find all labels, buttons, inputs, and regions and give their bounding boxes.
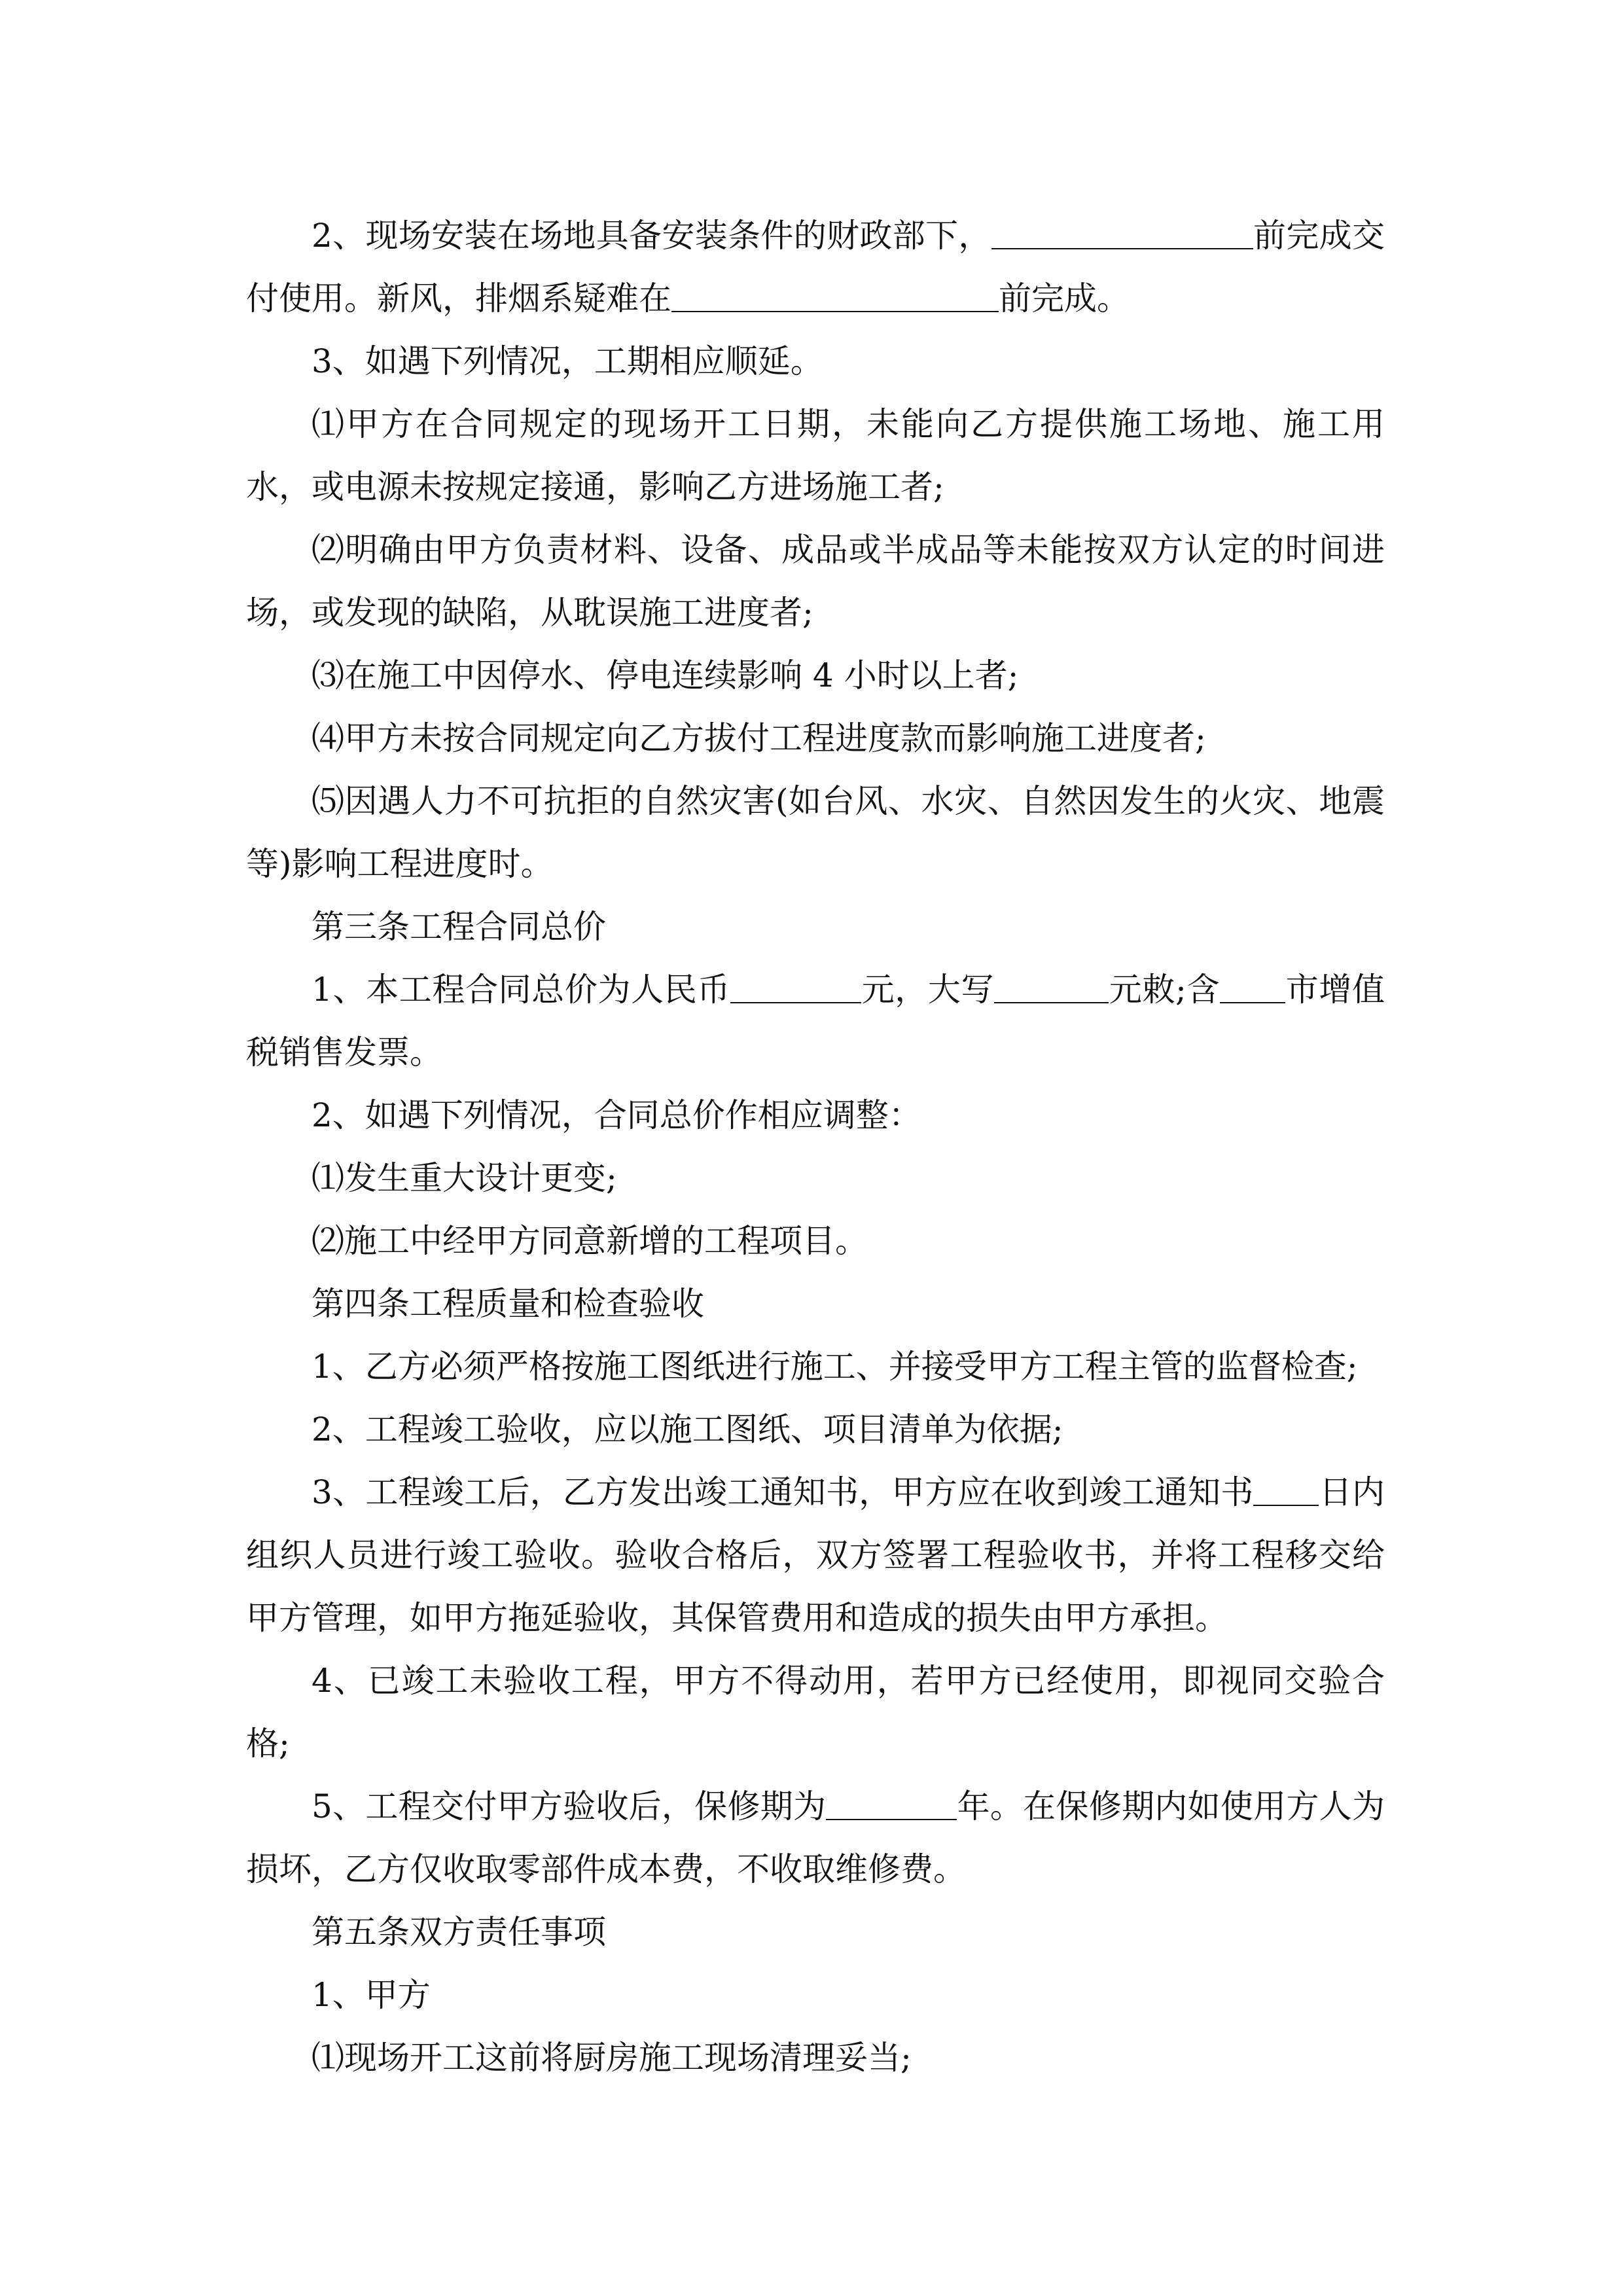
paragraph-text: ⑴发生重大设计更变; <box>312 1159 617 1197</box>
paragraph-p16 <box>246 1461 1385 1649</box>
paragraph-text: ⑵明确由甲方负责材料、设备、成品或半成品等未能按双方认定的时间进场，或发现的缺陷，从耽误施工进度者; <box>246 531 1385 632</box>
paragraph-p14 <box>246 1335 1385 1398</box>
fill-in-blank <box>994 973 1109 1003</box>
paragraph-p20 <box>246 1964 1385 2026</box>
paragraph-text: 市增值税销售发票。 <box>246 971 1385 1071</box>
paragraph-p10 <box>246 1084 1385 1147</box>
paragraph-p19 <box>246 1901 1385 1964</box>
paragraph-text: 第四条工程质量和检查验收 <box>312 1285 704 1323</box>
paragraph-p6 <box>246 707 1385 770</box>
paragraph-p1 <box>246 204 1385 330</box>
paragraph-text: 2、如遇下列情况，合同总价作相应调整： <box>312 1096 921 1134</box>
paragraph-text: 2、工程竣工验收，应以施工图纸、项目清单为依据; <box>312 1410 1063 1448</box>
paragraph-p8 <box>246 895 1385 958</box>
fill-in-blank <box>991 219 1253 249</box>
paragraph-text: ⑴现场开工这前将厨房施工现场清理妥当; <box>312 2039 912 2077</box>
paragraph-text: ⑴甲方在合同规定的现场开工日期，未能向乙方提供施工场地、施工用水，或电源未按规定接通，影响乙方进场施工者; <box>246 405 1385 506</box>
paragraph-text: 年。在保修期内如使用方人为损坏，乙方仅收取零部件成本费，不收取维修费。 <box>246 1787 1385 1888</box>
paragraph-text: 前完成交付使用。新风，排烟系疑难在 <box>246 217 1385 317</box>
paragraph-text: ⑸因遇人力不可抗拒的自然灾害(如台风、水灾、自然因发生的火灾、地震等)影响工程进度时。 <box>246 782 1385 883</box>
paragraph-text: 1、本工程合同总价为人民币 <box>312 971 730 1009</box>
paragraph-text: 1、甲方 <box>312 1976 431 2014</box>
paragraph-p17 <box>246 1649 1385 1775</box>
paragraph-p21 <box>246 2026 1385 2089</box>
paragraph-p4 <box>246 518 1385 644</box>
paragraph-p9 <box>246 958 1385 1084</box>
paragraph-text: 5、工程交付甲方验收后，保修期为 <box>312 1787 827 1825</box>
fill-in-blank <box>1253 1476 1319 1506</box>
paragraph-text: ⑷甲方未按合同规定向乙方拔付工程进度款而影响施工进度者; <box>312 719 1206 757</box>
paragraph-text: 元，大写 <box>861 971 995 1009</box>
paragraph-p5 <box>246 644 1385 707</box>
paragraph-text: ⑶在施工中因停水、停电连续影响 4 小时以上者; <box>312 656 1019 694</box>
paragraph-text: 日内组织人员进行竣工验收。验收合格后，双方签署工程验收书，并将工程移交给甲方管理，如甲方拖延验收，其保管费用和造成的损失由甲方承担。 <box>246 1473 1385 1637</box>
paragraph-text: 3、如遇下列情况，工期相应顺延。 <box>312 342 823 380</box>
paragraph-text: 1、乙方必须严格按施工图纸进行施工、并接受甲方工程主管的监督检查; <box>312 1348 1358 1386</box>
paragraph-p12 <box>246 1210 1385 1272</box>
paragraph-text: 3、工程竣工后，乙方发出竣工通知书，甲方应在收到竣工通知书 <box>312 1473 1254 1511</box>
fill-in-blank <box>730 973 861 1003</box>
paragraph-p2 <box>246 330 1385 393</box>
paragraph-text: 2、现场安装在场地具备安装条件的财政部下， <box>312 217 991 255</box>
paragraph-text: 4、已竣工未验收工程，甲方不得动用，若甲方已经使用，即视同交验合格; <box>246 1662 1385 1763</box>
paragraph-p3 <box>246 393 1385 518</box>
paragraph-text: ⑵施工中经甲方同意新增的工程项目。 <box>312 1222 868 1260</box>
document-page <box>246 204 1385 2089</box>
paragraph-p7 <box>246 770 1385 895</box>
fill-in-blank <box>671 282 999 312</box>
paragraph-p18 <box>246 1775 1385 1901</box>
paragraph-p11 <box>246 1147 1385 1210</box>
fill-in-blank <box>1220 973 1285 1003</box>
paragraph-text: 前完成。 <box>999 279 1130 317</box>
paragraph-p13 <box>246 1272 1385 1335</box>
paragraph-text: 元敕;含 <box>1109 971 1221 1009</box>
paragraph-p15 <box>246 1398 1385 1461</box>
paragraph-text: 第五条双方责任事项 <box>312 1913 606 1951</box>
fill-in-blank <box>826 1790 957 1820</box>
paragraph-text: 第三条工程合同总价 <box>312 908 606 946</box>
